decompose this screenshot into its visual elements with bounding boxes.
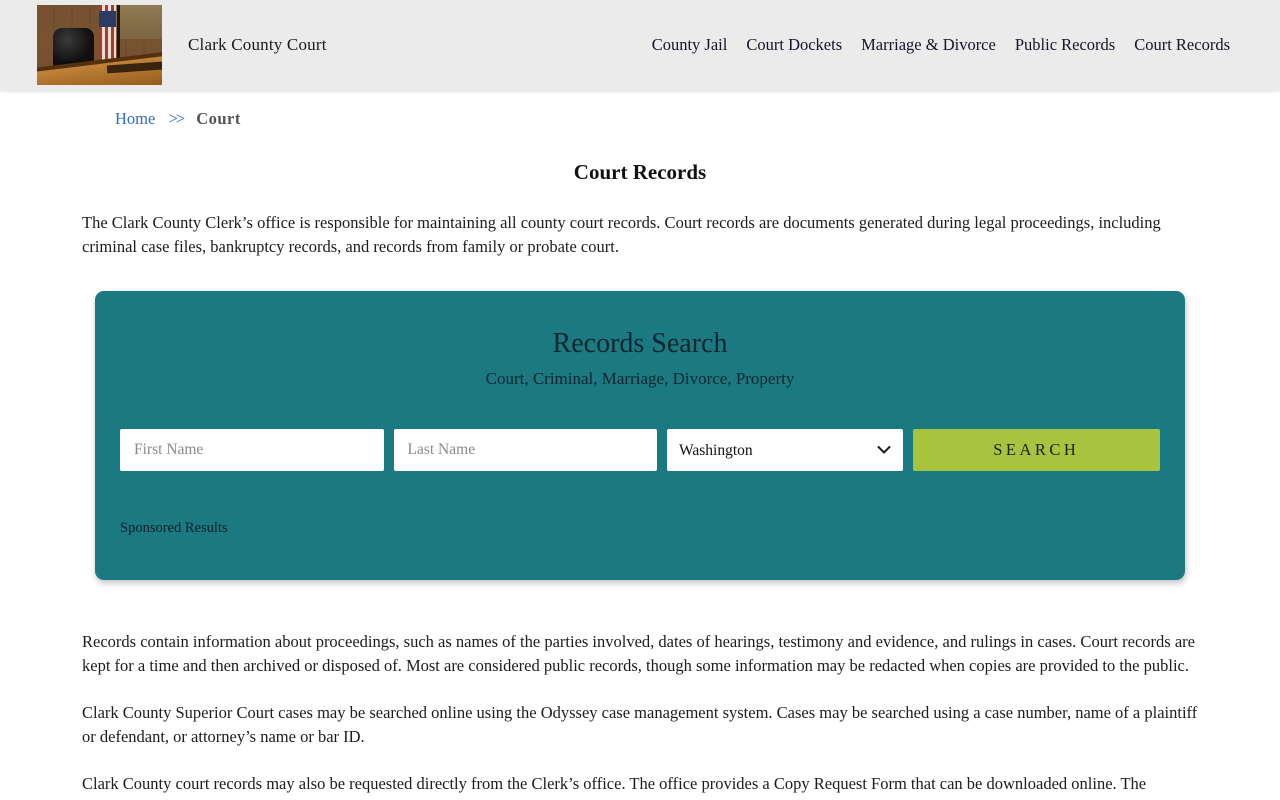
search-button[interactable]: SEARCH	[913, 429, 1161, 471]
first-name-input[interactable]	[120, 429, 384, 471]
logo-flag-canton	[99, 11, 116, 27]
body-paragraph: Records contain information about proceedings, such as names of the parties involved, dates of hearings, testimony and evidence, and rulings in cases. Court records are kept for a time and then archived or disposed of. Most are considered public records, though some information may be redacted when copies are provided to the public.	[82, 632, 1195, 675]
nav-marriage-divorce[interactable]: Marriage & Divorce	[861, 35, 996, 54]
site-header	[0, 0, 1280, 90]
page-title: Court Records	[573, 160, 707, 184]
records-search-panel	[95, 291, 1185, 580]
nav-court-dockets[interactable]: Court Dockets	[746, 35, 843, 54]
nav-public-records[interactable]: Public Records	[1014, 35, 1116, 54]
nav-court-records[interactable]: Court Records	[1134, 35, 1230, 54]
breadcrumb	[82, 109, 1198, 129]
sponsored-results-label: Sponsored Results	[120, 520, 228, 536]
logo-flag-pole	[117, 5, 120, 65]
breadcrumb-current: Court	[196, 109, 241, 128]
breadcrumb-home-link[interactable]: Home	[115, 109, 156, 128]
last-name-input[interactable]	[394, 429, 658, 471]
state-select[interactable]	[667, 429, 903, 471]
records-search-form	[120, 429, 1160, 471]
state-select-wrap	[667, 429, 903, 471]
site-title: Clark County Court	[188, 35, 327, 54]
main-nav	[652, 35, 1230, 55]
intro-paragraph: The Clark County Clerk’s office is responsible for maintaining all county court records. Court records are documents generated during legal proceedings, including criminal case files, bankruptcy records, and records from family or probate court.	[82, 213, 1161, 256]
breadcrumb-separator: >>	[168, 109, 184, 128]
nav-county-jail[interactable]: County Jail	[651, 35, 728, 54]
main-content	[82, 160, 1198, 796]
body-paragraph: Clark County court records may also be requested directly from the Clerk’s office. The office provides a Copy Request Form that can be downloaded online. The	[82, 774, 1147, 793]
courtroom-logo-image	[37, 5, 162, 85]
body-paragraph: Clark County Superior Court cases may be searched online using the Odyssey case management system. Cases may be searched using a case number, name of a plaintiff or defendant, or attorney’s name or bar ID.	[82, 703, 1198, 746]
search-panel-title: Records Search	[552, 328, 728, 359]
search-panel-subtitle: Court, Criminal, Marriage, Divorce, Property	[485, 369, 795, 388]
